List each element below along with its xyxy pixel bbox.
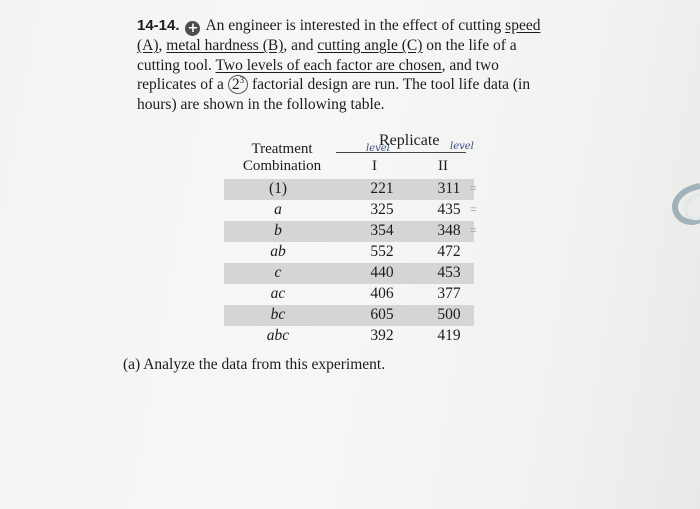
handwritten-mark: =: [470, 181, 477, 195]
factor-a: speed (A): [137, 17, 541, 54]
table-row: [224, 305, 474, 326]
treatment-cell: ac: [270, 285, 286, 302]
replicate-2-header: II: [438, 158, 448, 174]
treatment-cell: ab: [270, 243, 286, 260]
problem-number: 14-14.: [137, 17, 180, 34]
replicate-header: Replicate: [379, 132, 440, 149]
replicate-1-cell: 392: [370, 327, 394, 344]
table-row: [224, 179, 477, 200]
handwritten-mark: =: [470, 202, 477, 216]
factor-c: cutting angle (C): [317, 37, 423, 54]
table-row: [224, 200, 477, 221]
treatment-combination-header: Treatment Combination: [242, 141, 322, 174]
replicate-2-cell: 472: [437, 243, 461, 260]
replicate-1-cell: 325: [370, 201, 394, 218]
problem-text-1: An engineer is interested in the effect of cutting: [202, 17, 506, 34]
replicate-1-cell: 354: [370, 222, 394, 239]
table-header: [224, 131, 474, 179]
replicate-1-cell: 440: [370, 264, 394, 281]
binder-clip-icon: [666, 180, 700, 240]
tool-life-table: [224, 131, 477, 347]
table-row: [224, 263, 474, 284]
replicate-2-cell: 500: [437, 306, 461, 323]
factor-b: metal hardness (B): [166, 37, 284, 54]
treatment-cell: c: [274, 264, 282, 281]
replicate-1-cell: 406: [370, 285, 394, 302]
treatment-cell: bc: [270, 306, 286, 323]
replicate-1-cell: 552: [370, 243, 394, 260]
replicate-1-cell: 221: [370, 180, 394, 197]
question-a: (a) Analyze the data from this experiment.: [123, 356, 386, 373]
header-rule: [336, 152, 466, 153]
replicate-2-cell: 419: [437, 327, 461, 344]
problem-statement: 14-14. + An engineer is interested in the effect of cutting speed (A), metal hardness (B), and cutting angle (C) on the life of a cutting tool. Two levels of each factor are chosen, and two replicates of a $2^3$ factorial design are run. The tool life data (in hours) are shown in the following table.: [137, 17, 541, 113]
levels-sentence: Two levels of each factor are chosen: [215, 56, 442, 74]
table-row: [224, 284, 474, 305]
table-row: [224, 221, 477, 242]
treatment-cell: (1): [268, 180, 288, 197]
replicate-2-cell: 453: [437, 264, 461, 281]
replicate-2-cell: 348: [437, 222, 461, 239]
handwritten-mark: =: [470, 223, 477, 237]
replicate-1-header: I: [372, 158, 377, 174]
design-notation: $2^3$: [228, 75, 248, 94]
replicate-1-cell: 605: [370, 306, 394, 323]
handwritten-level-note-2: level: [450, 141, 474, 152]
replicate-2-cell: 311: [437, 180, 461, 197]
treatment-cell: a: [274, 201, 282, 218]
table-row: [224, 326, 474, 347]
replicate-2-cell: 435: [437, 201, 461, 218]
add-icon[interactable]: +: [185, 21, 200, 36]
handwritten-level-note-1: level: [366, 143, 390, 154]
treatment-cell: b: [274, 222, 282, 239]
replicate-2-cell: 377: [437, 285, 461, 302]
table-row: [224, 242, 474, 263]
treatment-cell: abc: [266, 327, 290, 344]
